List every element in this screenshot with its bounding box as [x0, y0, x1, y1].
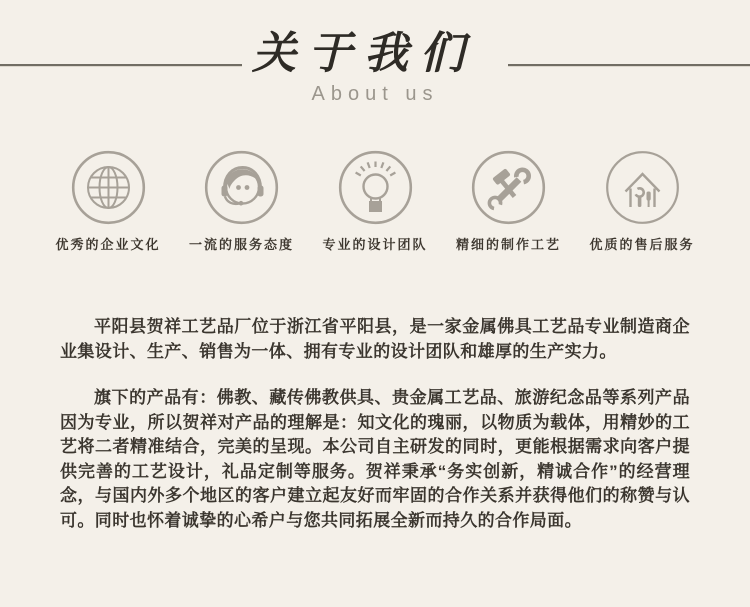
feature-label-service: 一流的服务态度 [188, 237, 294, 253]
feature-service [178, 150, 306, 253]
divider-right [508, 64, 750, 66]
page-title: 关于我们 [252, 28, 476, 79]
house-repair-icon [605, 150, 680, 225]
feature-row [0, 150, 750, 253]
divider-left [0, 64, 242, 66]
section-header [0, 0, 750, 106]
feature-culture [44, 150, 172, 253]
page-subtitle: About us [311, 83, 439, 106]
hammer-wrench-icon [471, 150, 546, 225]
about-paragraph-2: 旗下的产品有：佛教、藏传佛教供具、贵金属工艺品、旅游纪念品等系列产品因为专业，所以贺祥对产品的理解是：知文化的瑰丽，以物质为载体，用精妙的工艺将二者精准结合，完美的呈现。本公司自主研发的同时，更能根据需求向客户提供完善的工艺设计，礼品定制等服务。贺祥秉承“务实创新，精诚合作”的经营理念，与国内外多个地区的客户建立起友好而牢固的合作关系并获得他们的称赞与认可。同时也怀着诚挚的心希户与您共同拓展全新而持久的合作局面。 [60, 388, 690, 530]
feature-design [311, 150, 439, 253]
feature-aftersales [578, 150, 706, 253]
about-text-section [0, 315, 750, 533]
feature-label-craft: 精细的制作工艺 [455, 237, 561, 253]
headset-agent-icon [204, 150, 279, 225]
globe-icon [71, 150, 146, 225]
lightbulb-icon [338, 150, 413, 225]
feature-craft [445, 150, 573, 253]
feature-label-culture: 优秀的企业文化 [55, 237, 161, 253]
about-paragraph-1: 平阳县贺祥工艺品厂位于浙江省平阳县，是一家金属佛具工艺品专业制造商企业集设计、生产、销售为一体、拥有专业的设计团队和雄厚的生产实力。 [60, 317, 690, 361]
feature-label-aftersales: 优质的售后服务 [589, 237, 695, 253]
title-row [0, 30, 750, 78]
feature-label-design: 专业的设计团队 [322, 237, 428, 253]
